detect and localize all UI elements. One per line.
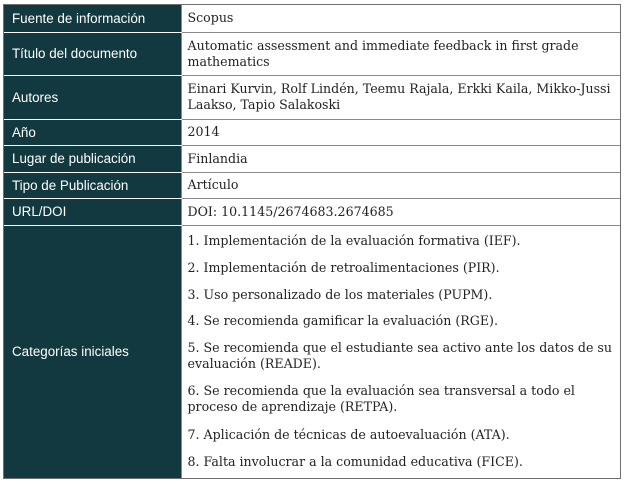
row-ano — [4, 119, 620, 145]
category-item-5 — [188, 340, 617, 372]
value-autores — [181, 75, 620, 119]
label-categorias: Categorías iniciales — [4, 225, 181, 478]
category-item-5-line-2: evaluación (READE). — [187, 355, 321, 371]
row-lugar — [4, 145, 620, 172]
category-item-6 — [188, 383, 617, 415]
category-item-4 — [188, 313, 617, 329]
category-list — [188, 226, 617, 477]
label-ano: Año — [4, 119, 181, 145]
category-item-8 — [188, 454, 617, 470]
value-titulo-line-2: mathematics — [187, 53, 270, 69]
row-tipo — [4, 172, 620, 198]
category-item-3-line-1: 3. Uso personalizado de los materiales (PUPM). — [187, 286, 493, 302]
row-autores — [4, 75, 620, 119]
category-item-7 — [188, 427, 617, 443]
category-item-1 — [188, 233, 617, 249]
label-lugar: Lugar de publicación — [4, 145, 181, 172]
value-categorias — [181, 225, 620, 478]
value-lugar: Finlandia — [181, 145, 620, 172]
info-table — [4, 5, 620, 478]
value-autores-line-2: Laakso, Tapio Salakoski — [187, 97, 341, 112]
category-item-3 — [188, 287, 617, 303]
label-titulo: Título del documento — [4, 32, 181, 75]
value-titulo-line-1: Automatic assessment and immediate feedback in first grade — [187, 37, 579, 53]
value-autores-line-1: Einari Kurvin, Rolf Lindén, Teemu Rajala, Erkki Kaila, Mikko-Jussi — [187, 81, 611, 96]
info-table-frame — [3, 4, 621, 479]
category-item-5-line-1: 5. Se recomienda que el estudiante sea activo ante los datos de su — [187, 339, 613, 355]
category-item-2 — [188, 260, 617, 276]
value-url: DOI: 10.1145/2674683.2674685 — [181, 198, 620, 225]
category-item-4-line-1: 4. Se recomienda gamificar la evaluación (RGE). — [187, 312, 498, 328]
label-url: URL/DOI — [4, 198, 181, 225]
category-item-1-line-1: 1. Implementación de la evaluación formativa (IEF). — [187, 232, 521, 248]
row-url — [4, 198, 620, 225]
row-fuente — [4, 5, 620, 32]
value-fuente: Scopus — [181, 5, 620, 32]
row-categorias — [4, 225, 620, 478]
category-item-7-line-1: 7. Aplicación de técnicas de autoevaluación (ATA). — [187, 426, 510, 442]
label-tipo: Tipo de Publicación — [4, 172, 181, 198]
category-item-6-line-1: 6. Se recomienda que la evaluación sea transversal a todo el — [187, 382, 575, 398]
category-item-6-line-2: proceso de aprendizaje (RETPA). — [187, 398, 398, 414]
category-item-2-line-1: 2. Implementación de retroalimentaciones (PIR). — [187, 259, 500, 275]
value-tipo: Artículo — [181, 172, 620, 198]
label-fuente: Fuente de información — [4, 5, 181, 32]
value-titulo — [181, 32, 620, 75]
category-item-8-line-1: 8. Falta involucrar a la comunidad educativa (FICE). — [187, 453, 523, 469]
label-autores: Autores — [4, 75, 181, 119]
value-ano: 2014 — [181, 119, 620, 145]
row-titulo — [4, 32, 620, 75]
